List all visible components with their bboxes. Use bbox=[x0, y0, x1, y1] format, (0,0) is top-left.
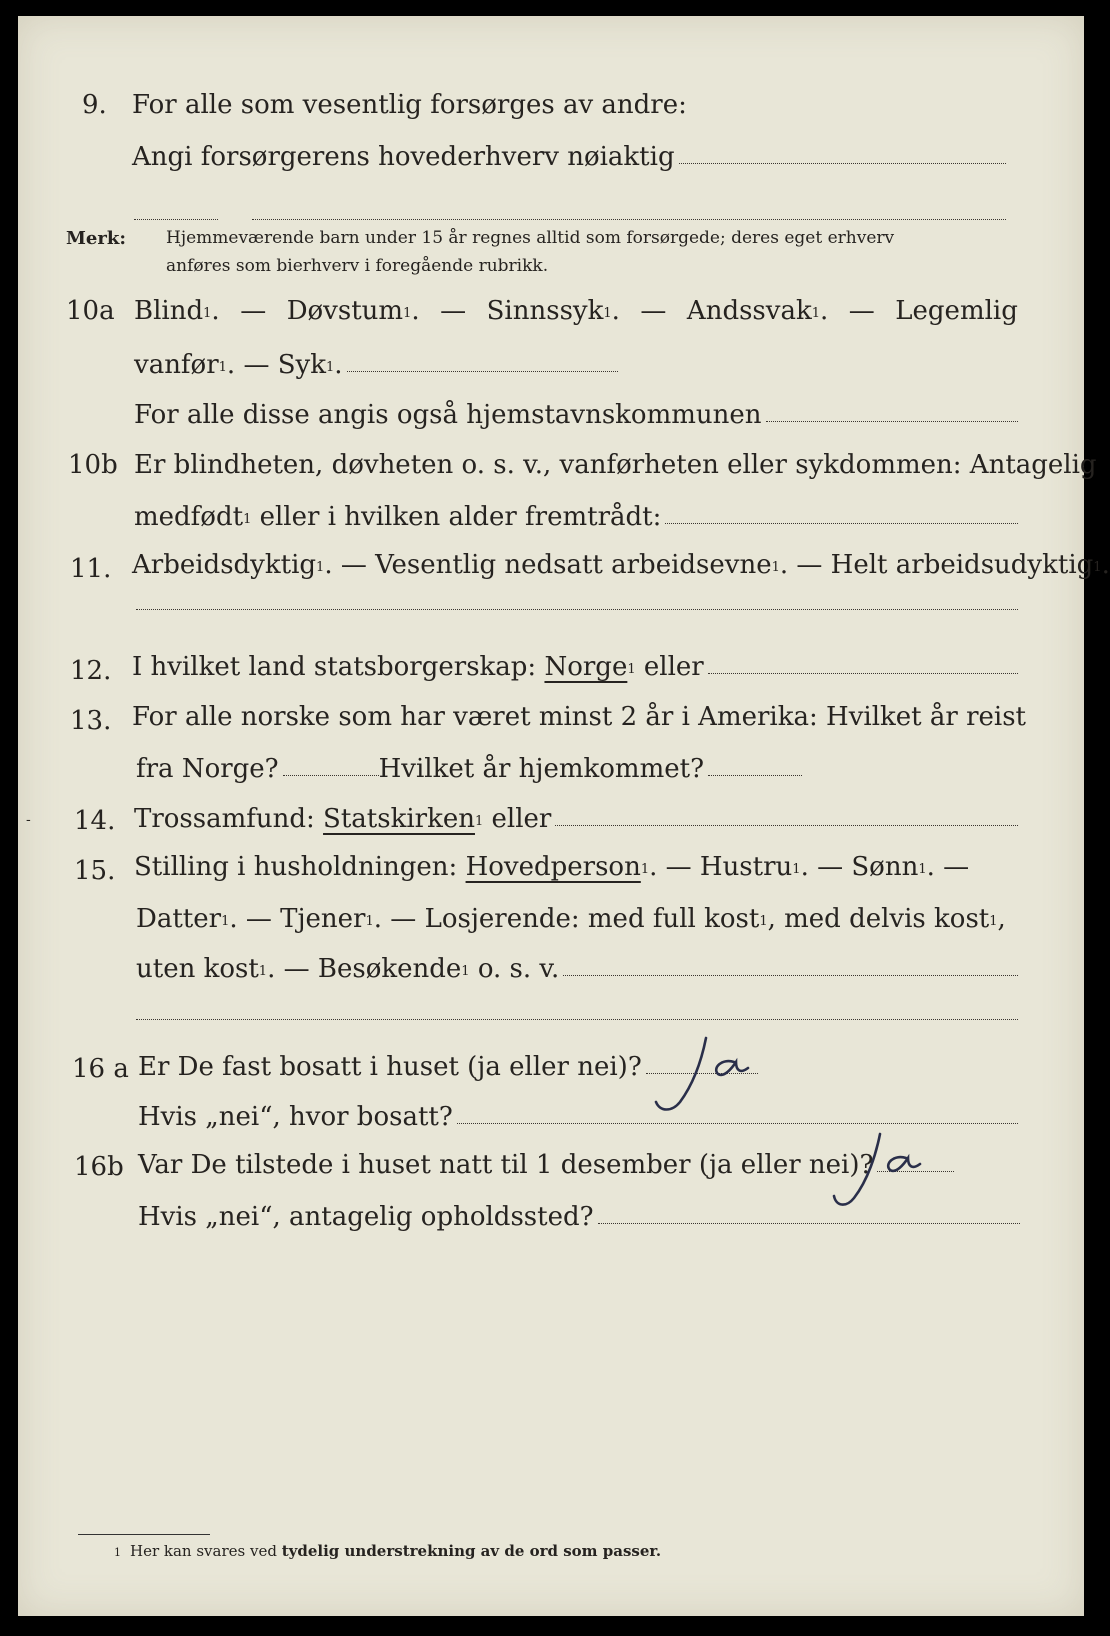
sup: 1 bbox=[811, 306, 820, 321]
q11-line1 bbox=[132, 550, 1110, 580]
opt-besokende[interactable]: . — Besøkende bbox=[267, 954, 462, 984]
q10b-alder-field[interactable] bbox=[665, 523, 1018, 524]
q16a-number: 16 a bbox=[72, 1054, 129, 1084]
punct: . bbox=[324, 550, 333, 580]
opt-udyktig[interactable]: — Helt arbeidsudyktig bbox=[788, 550, 1094, 580]
footnote-rule bbox=[78, 1534, 210, 1535]
sup: 1 bbox=[640, 862, 650, 877]
q12-label: I hvilket land statsborgerskap: bbox=[132, 652, 545, 682]
handwriting-ja-svg bbox=[818, 1124, 928, 1214]
sup: 1 bbox=[771, 560, 780, 575]
dash: — bbox=[848, 296, 875, 326]
q10a-hjemstavn-label: For alle disse angis også hjemstavnskommunen bbox=[134, 400, 762, 430]
punct: . bbox=[334, 350, 343, 380]
opt-legemlig[interactable]: Legemlig bbox=[895, 296, 1018, 326]
q15-number: 15. bbox=[74, 856, 116, 886]
q16a-bosatt-field[interactable] bbox=[457, 1123, 1018, 1124]
q9-label: Angi forsørgerens hovederhverv nøiaktig bbox=[132, 142, 675, 172]
punct: . bbox=[211, 296, 220, 326]
opt-tjener[interactable]: . — Tjener bbox=[229, 904, 366, 934]
dash: — bbox=[243, 350, 270, 380]
sup: 1 bbox=[1093, 560, 1102, 575]
merk-label: Merk: bbox=[66, 228, 126, 249]
sup: 1 bbox=[474, 814, 484, 829]
q10a-line1 bbox=[134, 296, 1018, 326]
q16b-opholdssted-field[interactable] bbox=[598, 1223, 1020, 1224]
sup: 1 bbox=[918, 862, 927, 877]
dash: — bbox=[240, 296, 267, 326]
sup: 1 bbox=[792, 862, 801, 877]
punct: , bbox=[997, 904, 1006, 934]
q13-number: 13. bbox=[70, 706, 112, 736]
q13-text: For alle norske som har været minst 2 år i Amerika: Hvilket år reist bbox=[132, 702, 1026, 732]
q15-answer-hovedperson[interactable]: Hovedperson bbox=[465, 852, 641, 882]
q11-blank-line[interactable] bbox=[136, 609, 1018, 610]
q13-reist-field[interactable] bbox=[283, 775, 379, 776]
q14-line bbox=[134, 804, 1018, 834]
punct: . bbox=[411, 296, 420, 326]
form-page bbox=[18, 16, 1110, 1616]
q10a-number: 10a bbox=[66, 296, 115, 326]
q13-reist-label: fra Norge? bbox=[136, 754, 279, 784]
sup: 1 bbox=[989, 914, 998, 929]
q10b-line1 bbox=[134, 450, 1097, 480]
punct: . bbox=[226, 350, 236, 380]
sup: 1 bbox=[461, 964, 470, 979]
footnote-bold: tydelig understrekning av de ord som passer. bbox=[281, 1542, 662, 1560]
merk-line2: anføres som bierhverv i foregående rubrikk. bbox=[166, 256, 549, 276]
opt-vanfor[interactable]: vanfør bbox=[134, 350, 219, 380]
q10a-line3 bbox=[134, 400, 1018, 430]
sup: 1 bbox=[316, 560, 325, 575]
q10a-hjemstavn-field[interactable] bbox=[766, 421, 1018, 422]
q10b-alder-label: eller i hvilken alder fremtrådt: bbox=[251, 502, 662, 532]
q10b-number: 10b bbox=[68, 450, 118, 480]
opt-sonn[interactable]: . — Sønn bbox=[800, 852, 919, 882]
q15-blank-line[interactable] bbox=[136, 1019, 1018, 1020]
sup: 1 bbox=[243, 512, 252, 527]
q15-line2 bbox=[136, 904, 1006, 934]
opt-arbeidsdyktig[interactable]: Arbeidsdyktig bbox=[132, 550, 317, 580]
sup: 1 bbox=[603, 306, 612, 321]
q11-number: 11. bbox=[70, 554, 112, 584]
opt-datter[interactable]: Datter bbox=[136, 904, 222, 934]
q15-osv: o. s. v. bbox=[469, 954, 560, 984]
opt-syk[interactable]: Syk bbox=[277, 350, 326, 380]
q13-hjemkommet-label: Hvilket år hjemkommet? bbox=[378, 754, 705, 784]
sup: 1 bbox=[221, 914, 230, 929]
sup: 1 bbox=[759, 914, 768, 929]
sup: 1 bbox=[365, 914, 374, 929]
q16b-number: 16b bbox=[74, 1152, 124, 1182]
q9-line1 bbox=[132, 90, 687, 120]
q12-number: 12. bbox=[70, 656, 112, 686]
q9-blank-line-b[interactable] bbox=[252, 219, 1006, 220]
q12-eller: eller bbox=[635, 652, 704, 682]
sup: 1 bbox=[203, 306, 212, 321]
margin-mark: - bbox=[26, 812, 31, 828]
footnote-text bbox=[130, 1542, 661, 1560]
opt-uten-kost[interactable]: uten kost bbox=[136, 954, 259, 984]
q10a-syk-field[interactable] bbox=[347, 371, 618, 372]
punct: . bbox=[649, 852, 658, 882]
opt-nedsatt[interactable]: — Vesentlig nedsatt arbeidsevne bbox=[332, 550, 772, 580]
q16b-line2 bbox=[138, 1202, 1020, 1232]
punct: . bbox=[1101, 550, 1110, 580]
punct: . bbox=[820, 296, 829, 326]
q13-line1 bbox=[132, 702, 1026, 732]
opt-hustru[interactable]: — Hustru bbox=[657, 852, 793, 882]
q12-line bbox=[132, 652, 1018, 682]
q16b-question: Var De tilstede i huset natt til 1 desember (ja eller nei)? bbox=[138, 1150, 874, 1180]
opt-sinnssyk[interactable]: Sinnssyk bbox=[486, 296, 604, 326]
q9-text: For alle som vesentlig forsørges av andre: bbox=[132, 90, 687, 120]
sup: 1 bbox=[218, 360, 227, 375]
sup: 1 bbox=[258, 964, 268, 979]
q16a-question: Er De fast bosatt i huset (ja eller nei)? bbox=[138, 1052, 642, 1082]
footnote-pre: Her kan svares ved bbox=[130, 1542, 282, 1560]
q9-number: 9. bbox=[82, 90, 107, 120]
q16a-bosatt-label: Hvis „nei“, hvor bosatt? bbox=[138, 1102, 453, 1132]
q14-field[interactable] bbox=[555, 825, 1018, 826]
dash: — bbox=[440, 296, 467, 326]
q13-line2 bbox=[136, 754, 802, 784]
punct: . bbox=[611, 296, 620, 326]
footnote-mark: 1 bbox=[114, 1546, 121, 1559]
q14-eller: eller bbox=[483, 804, 552, 834]
q14-label: Trossamfund: bbox=[134, 804, 324, 834]
opt-losjerende-full[interactable]: . — Losjerende: med full kost bbox=[373, 904, 760, 934]
q15-field[interactable] bbox=[563, 975, 1018, 976]
q14-answer-statskirken[interactable]: Statskirken bbox=[323, 804, 475, 834]
q9-answer-field[interactable] bbox=[679, 163, 1006, 164]
q15-label: Stilling i husholdningen: bbox=[134, 852, 466, 882]
opt-dovstum[interactable]: Døvstum bbox=[286, 296, 404, 326]
opt-blind[interactable]: Blind bbox=[134, 296, 204, 326]
q10b-text: Er blindheten, døvheten o. s. v., vanførheten eller sykdommen: Antagelig bbox=[134, 450, 1097, 480]
q10b-line2 bbox=[134, 502, 1018, 532]
q9-blank-line-a[interactable] bbox=[134, 219, 218, 220]
q12-answer-norge[interactable]: Norge bbox=[544, 652, 628, 682]
q15-tail: . — bbox=[926, 852, 970, 882]
opt-medfodt[interactable]: medfødt bbox=[134, 502, 244, 532]
dash: — bbox=[640, 296, 667, 326]
merk-line1: Hjemmeværende barn under 15 år regnes alltid som forsørgede; deres eget erhverv bbox=[166, 228, 895, 248]
sup: 1 bbox=[325, 360, 335, 375]
q15-line1 bbox=[134, 852, 969, 882]
sup: 1 bbox=[403, 306, 412, 321]
sup: 1 bbox=[627, 662, 636, 677]
q13-hjemkommet-field[interactable] bbox=[708, 775, 802, 776]
q16b-opholdssted-label: Hvis „nei“, antagelig opholdssted? bbox=[138, 1202, 594, 1232]
q12-field[interactable] bbox=[708, 673, 1018, 674]
punct: . bbox=[779, 550, 789, 580]
opt-delvis-kost[interactable]: , med delvis kost bbox=[767, 904, 990, 934]
q10a-line2 bbox=[134, 350, 618, 380]
opt-andssvak[interactable]: Andssvak bbox=[686, 296, 812, 326]
q14-number: 14. bbox=[74, 806, 116, 836]
q9-line2 bbox=[132, 142, 1006, 172]
q15-line3 bbox=[136, 954, 1018, 984]
